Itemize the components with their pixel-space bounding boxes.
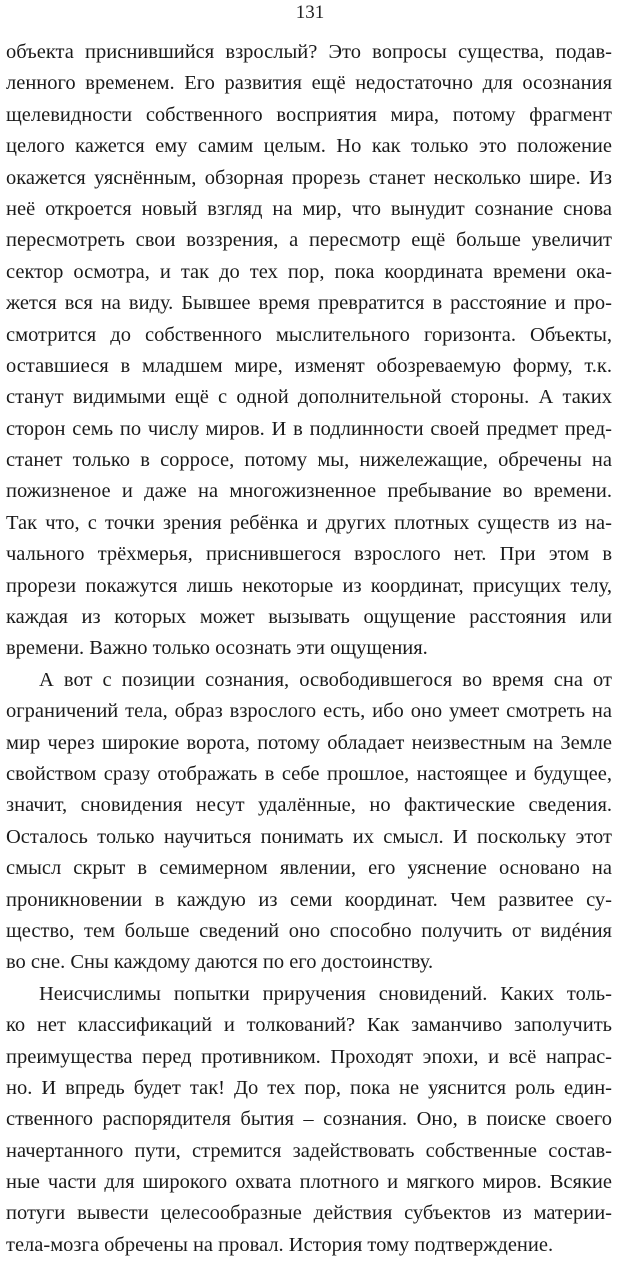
text-line: ственного распорядителя бытия – сознания. Оно, в поиске своего [6,1108,612,1131]
text-line: окажется уяснённым, обзорная прорезь станет несколько шире. Из [6,166,612,189]
text-line: смотрится до собственного мыслительного горизонта. Объекты, [6,323,612,346]
text-line: во сне. Сны каждому даются по его достоинству. [6,951,434,974]
text-line: пересмотреть свои воззрения, а пересмотр ещё больше увеличит [6,229,612,252]
text-line: Неисчислимы попытки приручения сновидений. Каких толь- [39,982,612,1005]
text-line: ограничений тела, образ взрослого есть, ибо оно умеет смотреть на [6,700,612,723]
text-line: Осталось только научиться понимать их смысл. И поскольку этот [6,825,612,848]
text-line: проникновении в каждую из семи координат. Чем развитее су- [6,888,612,911]
text-line: ко нет классификаций и толкований? Как заманчиво заполучить [6,1014,612,1037]
text-line: начертанного пути, стремится задействовать собственные состав- [6,1139,612,1162]
text-line: оставшиеся в младшем мире, изменят обозреваемую форму, т.к. [6,354,612,377]
text-line: неё откроется новый взгляд на мир, что вынудит сознание снова [6,197,612,220]
text-line: тела-мозга обречены на провал. История тому подтверждение. [6,1233,554,1256]
text-line: станут видимыми ещё с одной дополнительной стороны. А таких [6,386,612,409]
text-line: Так что, с точки зрения ребёнка и других плотных существ из на- [6,511,612,534]
text-line: объекта приснившийся взрослый? Это вопросы существа, подав- [6,41,612,63]
text-line: прорези покажутся лишь некоторые из координат, присущих телу, [6,574,612,597]
text-line: жется вся на виду. Бывшее время превратится в расстояние и про- [6,292,612,315]
text-line: времени. Важно только осознать эти ощущения. [6,637,428,660]
text-line: целого кажется ему самим целым. Но как только это положение [6,135,612,158]
text-line: А вот с позиции сознания, освободившегося во время сна от [39,668,612,691]
text-line: ные части для широкого охвата плотного и мягкого миров. Всякие [6,1171,612,1194]
text-line: щество, тем больше сведений оно способно получить от видéния [6,919,612,942]
text-line: смысл скрыт в семимерном явлении, его уяснение основано на [6,857,612,880]
text-line: пожизненое и даже на многожизненное пребывание во времени. [6,480,612,503]
text-line: чального трёхмерья, приснившегося взрослого нет. При этом в [6,543,612,566]
body-text [6,37,612,1261]
text-line: щелевидности собственного восприятия мира, потому фрагмент [6,103,612,126]
text-line: свойством сразу отображать в себе прошлое, настоящее и будущее, [6,762,612,785]
text-line: каждая из которых может вызывать ощущение расстояния или [6,606,612,629]
text-line: сектор осмотра, и так до тех пор, пока координата времени ока- [6,260,612,283]
text-line: преимущества перед противником. Проходят эпохи, и всё напрас- [6,1045,612,1068]
text-line: значит, сновидения несут удалённые, но фактические сведения. [6,794,612,817]
text-line: потуги вывести целесообразные действия субъектов из материи- [6,1202,612,1225]
page-number: 131 [295,2,325,23]
text-line: сторон семь по числу миров. И в подлинности своей предмет пред- [6,417,612,440]
text-line: ленного временем. Его развития ещё недостаточно для осознания [6,72,612,95]
text-line: мир через широкие ворота, потому обладает неизвестным на Земле [6,731,612,754]
text-line: станет только в сорросе, потому мы, нижележащие, обречены на [6,449,612,472]
text-line: но. И впредь будет так! До тех пор, пока не уяснится роль един- [6,1076,612,1099]
